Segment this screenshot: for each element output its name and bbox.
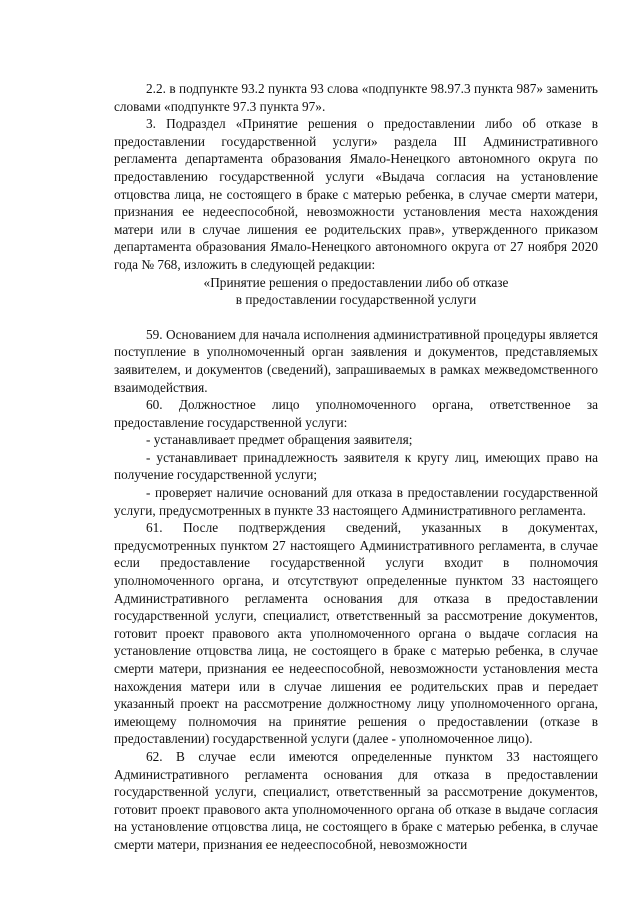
document-body: [114, 80, 598, 854]
paragraph-3: 3. Подраздел «Принятие решения о предоставлении либо об отказе в предоставлении государственной услуги» раздела III Административного регламента департамента образования Ямало-Ненецкого автономного округа по предоставлению государственной услуги «Выдача согласия на установление отцовства лица, не состоящего в браке с матерью ребенка, в случае смерти матери, признания ее недееспособной, невозможности установления места нахождения матери или в случае лишения ее родительских прав», утвержденного приказом департамента образования Ямало-Ненецкого автономного округа от 27 ноября 2020 года № 768, изложить в следующей редакции:: [114, 116, 598, 272]
paragraph-62: 62. В случае если имеются определенные пунктом 33 настоящего Административного регламента основания для отказа в предоставлении государственной услуги, специалист, ответственный за рассмотрение документов, готовит проект правового акта уполномоченного органа об отказе в выдаче согласия на установление отцовства лица, не состоящего в браке с матерью ребенка, в случае смерти матери, признания ее недееспособной, невозможности: [114, 748, 598, 852]
paragraph-60: 60. Должностное лицо уполномоченного органа, ответственное за предоставление государственной услуги:: [114, 397, 598, 430]
paragraph-60-item-2: - устанавливает принадлежность заявителя к кругу лиц, имеющих право на получение государственной услуги;: [114, 449, 598, 483]
paragraph-61: 61. После подтверждения сведений, указанных в документах, предусмотренных пунктом 27 настоящего Административного регламента, в случае если предоставление государственной услуги входит в полномочия уполномоченного органа, и отсутствуют определенные пунктом 33 настоящего Административного регламента основания для отказа в предоставлении государственной услуги, специалист, ответственный за рассмотрение документов, готовит проект правового акта уполномоченного органа о выдаче согласия на установление отцовства лица, не состоящего в браке с матерью ребенка, в случае смерти матери, признания ее недееспособной, невозможности установления места нахождения матери или в случае лишения ее родительских прав и передает указанный проект на рассмотрение должностному лицу уполномоченного органа, имеющему полномочия на принятие решения о предоставлении (отказе в предоставлении) государственной услуги (далее - уполномоченное лицо).: [114, 520, 598, 747]
paragraph-59: 59. Основанием для начала исполнения административной процедуры является поступление в уполномоченный орган заявления и документов, представляемых заявителем, и документов (сведений), запрашиваемых в рамках межведомственного взаимодействия.: [114, 326, 598, 395]
paragraph-2-2: 2.2. в подпункте 93.2 пункта 93 слова «подпункте 98.97.3 пункта 987» заменить словами «подпункте 97.3 пункта 97».: [114, 81, 598, 114]
paragraph-60-item-1: - устанавливает предмет обращения заявителя;: [146, 432, 413, 448]
paragraph-60-item-3: - проверяет наличие оснований для отказа в предоставлении государственной услуги, предусмотренных в пункте 33 настоящего Административного регламента.: [114, 485, 598, 518]
section-heading-line-2: в предоставлении государственной услуги: [235, 292, 477, 308]
section-heading-line-1: «Принятие решения о предоставлении либо об отказе: [203, 274, 509, 290]
